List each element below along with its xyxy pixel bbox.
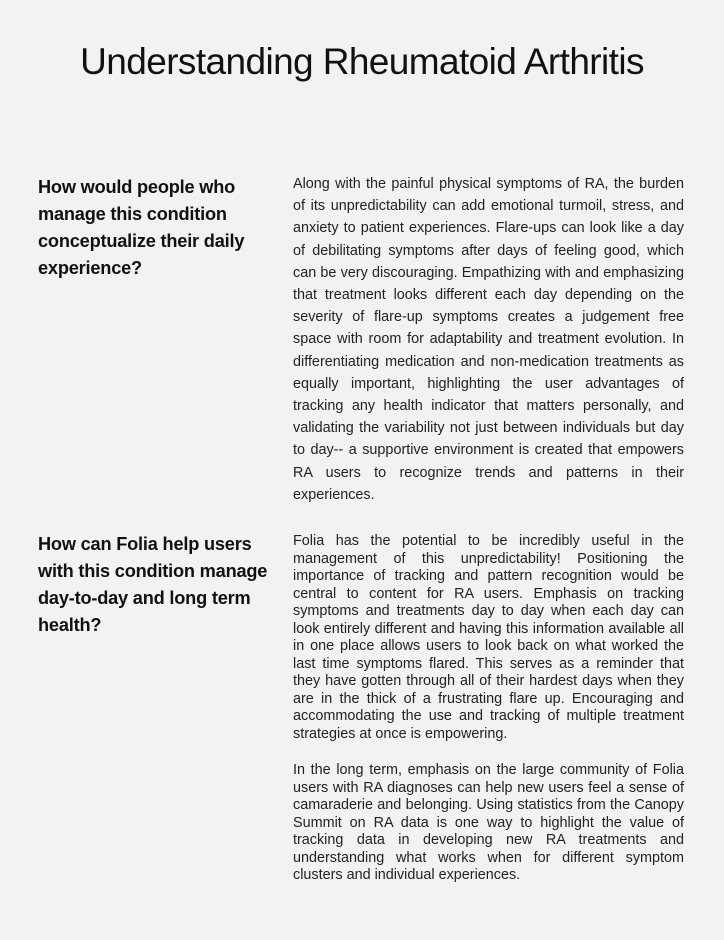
section-question-daily-experience: How would people who manage this condition conceptualize their daily experience? [38,177,245,278]
section-answer-folia-help: Folia has the potential to be incredibly useful in the management of this unpredictability! Positioning the importance of tracking and pattern recognition would be central to content for RA users. Emphasis on tracking symptoms and treatments day to day when each day can look entirely different and having this information available all in one place allows users to look back on what worked the last time symptoms flared. This serves as a reminder that they have gotten through all of their hardest days when they are in the thick of a frustrating flare up. Encouraging and accommodating the use and tracking of multiple treatment strategies at once is empowering. [293,533,684,742]
section-question-folia-help: How can Folia help users with this condition manage day-to-day and long term health? [38,534,268,635]
section-answer-daily-experience: Along with the painful physical symptoms of RA, the burden of its unpredictability can add emotional turmoil, stress, and anxiety to patient experiences. Flare-ups can look like a day of debilitating symptoms after days of feeling good, which can be very discouraging. Empathizing with and emphasizing that treatment looks different each day depending on the severity of flare-up symptoms creates a judgement free space with room for adaptability and treatment evolution. In differentiating medication and non-medication treatments as equally important, highlighting the user advantages of tracking any health indicator that matters personally, and validating the variability not just between individuals but day to day-- a supportive environment is created that empowers RA users to recognize trends and patterns in their experiences. [293,176,684,503]
section-answer-long-term: In the long term, emphasis on the large community of Folia users with RA diagnoses can help new users feel a sense of camaraderie and belonging. Using statistics from the Canopy Summit on RA data is one way to highlight the value of tracking data in developing new RA treatments and understanding what works when for different symptom clusters and individual experiences. [293,762,684,883]
page-title: Understanding Rheumatoid Arthritis [80,41,644,82]
